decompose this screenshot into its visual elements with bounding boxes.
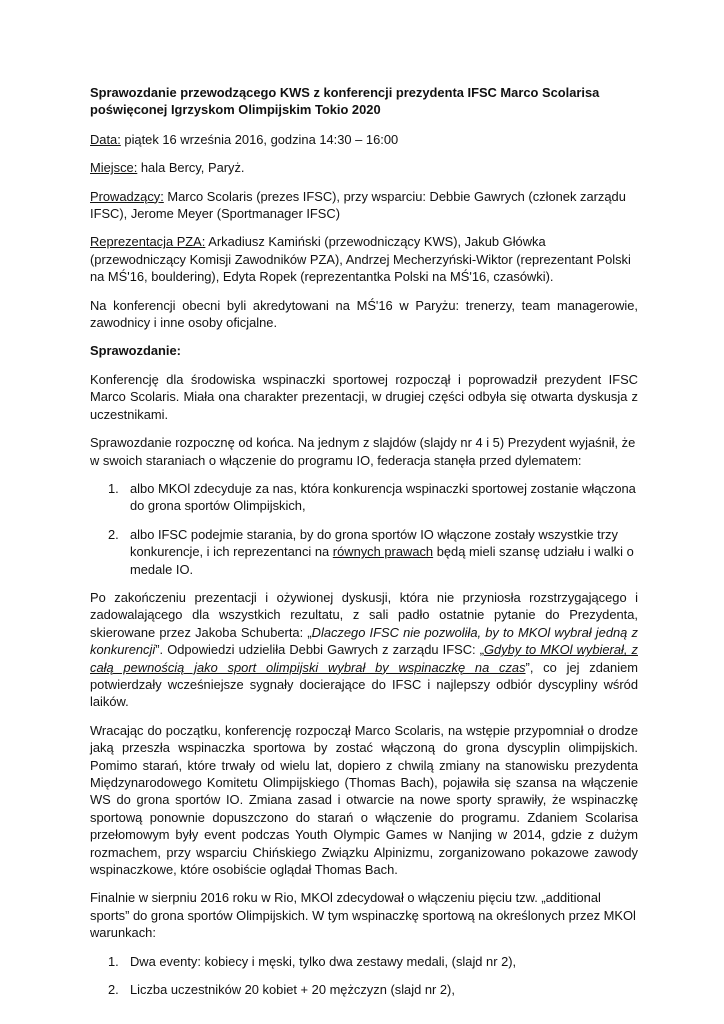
report-heading: Sprawozdanie: [90, 343, 181, 359]
attendance-paragraph: Na konferencji obecni byli akredytowani na MŚ'16 w Paryżu: trenerzy, team managerowie, zawodnicy i inne osoby oficjalne. [90, 297, 638, 331]
list-item [90, 480, 638, 515]
meta-date [90, 131, 638, 148]
dilemma-intro-paragraph: Sprawozdanie rozpocznę od końca. Na jednym z slajdów (slajdy nr 4 i 5) Prezydent wyjaśnił, że w swoich staraniach o włączenie do programu IO, federacja stanęła przed dylematem: [90, 435, 636, 468]
equal-rights-text: równych prawach [332, 544, 434, 560]
question-quote: Dlaczego IFSC nie pozwoliła, by to MKOl wybrał jedną z konkurencji [90, 624, 638, 658]
discussion-text: ”, co jej zdaniem potwierdzały wcześniejsze sygnały docierające do IFSC i najlepszy odbiór dyscypliny wśród laików. [90, 659, 638, 710]
discussion-text: Po zakończeniu prezentacji i ożywionej dyskusji, która nie przyniosła rozstrzygającego i zadowalającego dla wszystkich rezultatu, z sali padło ostatnie pytanie do Prezydenta, skierowane przez Jakoba Schuberta: „ [90, 589, 638, 640]
list-item-text: będą mieli szansę udziału i walki o medale IO. [130, 544, 634, 577]
list-item-text: Dwa eventy: kobiecy i męski, tylko dwa zestawy medali, (slajd nr 2), [130, 953, 517, 969]
hosts-value: Marco Scolaris (prezes IFSC), przy wsparciu: Debbie Gawrych (członek zarządu IFSC), Jerome Meyer (Sportmanager IFSC) [90, 188, 626, 222]
discussion-paragraph [90, 589, 638, 711]
place-label: Miejsce: [90, 160, 138, 176]
meta-hosts [90, 188, 638, 223]
list-item [90, 981, 638, 998]
hosts-label: Prowadzący: [90, 188, 164, 204]
representation-label: Reprezentacja PZA: [90, 234, 206, 250]
list-item [90, 526, 638, 578]
list-number: 2. [108, 982, 119, 998]
list-number: 1. [108, 953, 119, 969]
date-label: Data: [90, 131, 121, 147]
list-item [90, 953, 638, 970]
dilemma-list [90, 480, 638, 578]
intro-paragraph: Konferencję dla środowiska wspinaczki sportowej rozpoczął i poprowadził prezydent IFSC Marco Scolaris. Miała ona charakter prezentacji, w drugiej części odbyła się otwarta dyskusja z uczestnikami. [90, 371, 638, 422]
discussion-text: ”. Odpowiedzi udzieliła Debbi Gawrych z zarządu IFSC: „ [155, 642, 484, 658]
list-item-text: albo MKOl zdecyduje za nas, która konkurencja wspinaczki sportowej zostanie włączona do grona sportów Olimpijskich, [130, 480, 636, 514]
list-item-text: albo IFSC podejmie starania, by do grona sportów IO włączone zostały wszystkie trzy konkurencje, i ich reprezentanci na [130, 526, 618, 560]
finale-paragraph: Finalnie w sierpniu 2016 roku w Rio, MKOl zdecydował o włączeniu pięciu tzw. „additional sports” do grona sportów Olimpijskich. W tym wspinaczkę sportową na określonych przez MKOl warunkach: [90, 890, 636, 941]
list-item-text: Liczba uczestników 20 kobiet + 20 mężczyzn (slajd nr 2), [130, 982, 455, 998]
document-title: Sprawozdanie przewodzącego KWS z konferencji prezydenta IFSC Marco Scolarisa poświęconej Igrzyskom Olimpijskim Tokio 2020 [90, 85, 600, 118]
meta-representation [90, 233, 638, 285]
list-number: 1. [108, 480, 119, 496]
document-body [90, 84, 638, 1009]
history-paragraph: Wracając do początku, konferencję rozpoczął Marco Scolaris, na wstępie przypomniał o drodze jaką przeszła wspinaczka sportowa by zostać włączoną do grona dyscyplin olimpijskich. Pomimo starań, które trwały od wielu lat, dopiero z chwilą zmiany na stanowisku prezydenta Międzynarodowego Komitetu Olimpijskiego (Thomas Bach), pojawiła się szansa na włączenie WS do grona sportów IO. Zmiana zasad i otwarcie na nowe sporty sprawiły, że wspinaczkę sportową ponownie dopuszczono do starań o włączenie do programu. Zdaniem Scolarisa przełomowym były event podczas Youth Olympic Games w Nanjing w 2014, gdzie z dużym rozmachem, przy wsparciu Chińskiego Związku Alpinizmu, zorganizowano pokazowe zawody wspinaczkowe, które osobiście oglądał Thomas Bach. [90, 722, 638, 878]
conditions-list [90, 953, 638, 999]
place-value: hala Bercy, Paryż. [137, 160, 245, 176]
date-value: piątek 16 września 2016, godzina 14:30 – 16:00 [120, 131, 399, 147]
representation-value: Arkadiusz Kamiński (przewodniczący KWS), Jakub Główka (przewodniczący Komisji Zawodników PZA), Andrzej Mecherzyński-Wiktor (reprezentant Polski na MŚ'16, bouldering), Edyta Ropek (reprezentantka Polski na MŚ'16, czasówki). [90, 234, 631, 285]
list-number: 2. [108, 526, 119, 542]
meta-place [90, 159, 638, 176]
answer-quote: Gdyby to MKOl wybierał, z całą pewnością jako sport olimpijski wybrał by wspinaczkę na czas [90, 642, 638, 675]
